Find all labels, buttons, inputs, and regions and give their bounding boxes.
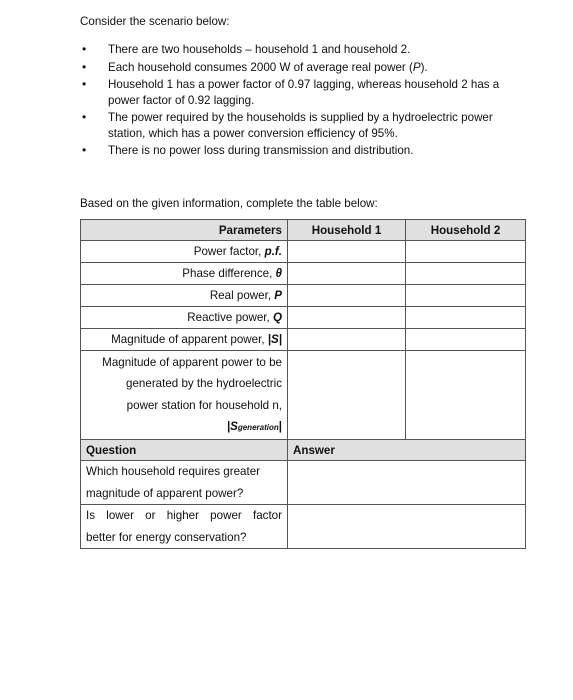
table-instruction: Based on the given information, complete the table below: bbox=[80, 197, 378, 210]
row-label-text: Power factor, bbox=[193, 245, 265, 258]
header-answer: Answer bbox=[288, 440, 526, 461]
row-label-reactive-power bbox=[81, 307, 288, 329]
question-line: Which household requires greater bbox=[86, 465, 261, 478]
scenario-item-text-end: ). bbox=[420, 60, 428, 74]
row-symbol: |S| bbox=[267, 333, 282, 346]
scenario-item bbox=[80, 110, 530, 141]
row-label-generated-apparent-power bbox=[81, 351, 288, 440]
table-header-row bbox=[81, 220, 526, 241]
scenario-item-text: There are two households – household 1 and household 2. bbox=[108, 43, 411, 56]
row-symbol: Q bbox=[272, 311, 282, 324]
table-row bbox=[81, 307, 526, 329]
header-household-1: Household 1 bbox=[288, 220, 406, 241]
row-label-line: power station for household n, bbox=[126, 398, 282, 412]
question-header-row bbox=[81, 440, 526, 461]
table-row bbox=[81, 329, 526, 351]
symbol-bar: | bbox=[278, 420, 282, 433]
row-label-real-power bbox=[81, 285, 288, 307]
table-row bbox=[81, 241, 526, 263]
answer-cell[interactable] bbox=[288, 461, 526, 505]
scenario-item-text: Each household consumes 2000 W of average real power ( bbox=[108, 60, 413, 74]
scenario-item bbox=[80, 77, 530, 108]
answer-cell[interactable] bbox=[288, 505, 526, 549]
question-text bbox=[81, 461, 288, 505]
row-label-line: generated by the hydroelectric bbox=[126, 377, 282, 390]
row-symbol-generation bbox=[86, 416, 282, 439]
scenario-item-text: Household 1 has a power factor of 0.97 lagging, whereas household 2 has a power factor of 0.92 lagging. bbox=[108, 78, 500, 107]
row-label-text: Magnitude of apparent power, bbox=[111, 333, 268, 346]
parameters-table bbox=[80, 219, 526, 549]
answer-cell-household-2[interactable] bbox=[406, 307, 526, 329]
intro-text: Consider the scenario below: bbox=[80, 15, 230, 28]
bullet-dot-icon: • bbox=[82, 59, 87, 74]
symbol-subscript: generation bbox=[237, 423, 279, 432]
answer-cell-household-2[interactable] bbox=[406, 263, 526, 285]
answer-cell-household-2[interactable] bbox=[406, 351, 526, 440]
scenario-item bbox=[80, 143, 530, 159]
row-symbol: p.f. bbox=[264, 245, 282, 258]
answer-cell-household-1[interactable] bbox=[288, 351, 406, 440]
symbol-p: P bbox=[412, 60, 421, 74]
answer-cell-household-2[interactable] bbox=[406, 285, 526, 307]
question-line: better for energy conservation? bbox=[86, 530, 247, 544]
row-symbol: P bbox=[274, 289, 282, 302]
bullet-dot-icon: • bbox=[82, 143, 87, 157]
answer-cell-household-1[interactable] bbox=[288, 329, 406, 351]
table-row bbox=[81, 351, 526, 440]
answer-cell-household-1[interactable] bbox=[288, 263, 406, 285]
scenario-list bbox=[80, 42, 530, 161]
bullet-dot-icon: • bbox=[82, 42, 87, 56]
table-row bbox=[81, 285, 526, 307]
row-label-text: Reactive power, bbox=[187, 311, 273, 324]
header-question: Question bbox=[81, 440, 288, 461]
question-line: magnitude of apparent power? bbox=[86, 486, 244, 500]
scenario-item-text: The power required by the households is supplied by a hydroelectric power station, which has a power conversion efficiency of 95%. bbox=[108, 111, 493, 140]
question-text bbox=[81, 505, 288, 549]
row-symbol: θ bbox=[275, 267, 282, 280]
row-label-text: Real power, bbox=[209, 289, 275, 302]
bullet-dot-icon: • bbox=[82, 110, 87, 124]
row-label-line: Magnitude of apparent power to be bbox=[102, 355, 282, 369]
row-label-apparent-power bbox=[81, 329, 288, 351]
question-line: Is lower or higher power factor bbox=[86, 509, 282, 522]
question-row bbox=[81, 505, 526, 549]
question-row bbox=[81, 461, 526, 505]
table-row bbox=[81, 263, 526, 285]
row-label-text: Phase difference, bbox=[182, 267, 276, 280]
symbol-s: |S bbox=[226, 420, 238, 433]
row-label-phase-difference bbox=[81, 263, 288, 285]
answer-cell-household-1[interactable] bbox=[288, 285, 406, 307]
scenario-item bbox=[80, 60, 530, 76]
answer-cell-household-1[interactable] bbox=[288, 241, 406, 263]
answer-cell-household-2[interactable] bbox=[406, 329, 526, 351]
header-parameters: Parameters bbox=[81, 220, 288, 241]
answer-cell-household-2[interactable] bbox=[406, 241, 526, 263]
scenario-item-text: There is no power loss during transmission and distribution. bbox=[108, 144, 414, 157]
scenario-item bbox=[80, 42, 530, 58]
answer-cell-household-1[interactable] bbox=[288, 307, 406, 329]
row-label-power-factor bbox=[81, 241, 288, 263]
header-household-2: Household 2 bbox=[406, 220, 526, 241]
bullet-dot-icon: • bbox=[82, 77, 87, 91]
